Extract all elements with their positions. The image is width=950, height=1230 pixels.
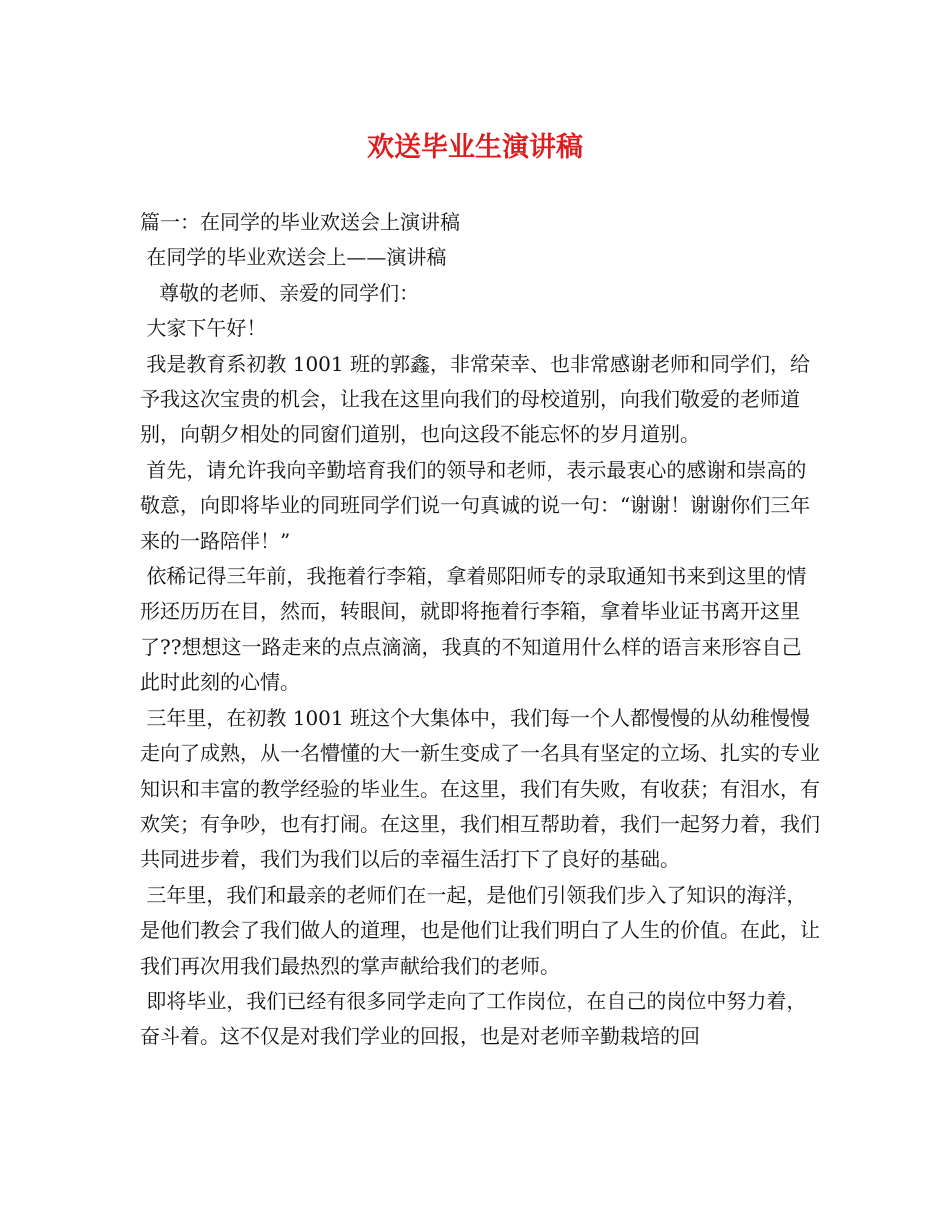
document-body [140,205,820,1055]
paragraph-graduation: 即将毕业，我们已经有很多同学走向了工作岗位，在自己的岗位中努力着，奋斗着。这不仅是对我们学业的回报，也是对老师辛勤栽培的回 [140,988,807,1049]
greeting: 大家下午好！ [140,316,267,341]
paragraph-memories: 依稀记得三年前，我拖着行李箱，拿着郧阳师专的录取通知书来到这里的情形还历历在目，然而，转眼间，就即将拖着行李箱，拿着毕业证书离开这里了??想想这一路走来的点点滴滴，我真的不知道用什么样的语言来形容自己此时此刻的心情。 [140,564,807,695]
paragraph-introduction: 我是教育系初教 1001 班的郭鑫，非常荣幸、也非常感谢老师和同学们，给予我这次宝贵的机会，让我在这里向我们的母校道别，向我们敬爱的老师道别，向朝夕相处的同窗们道别，也向这段不能忘怀的岁月道别。 [140,351,810,447]
paragraph-three-years-class: 三年里，在初教 1001 班这个大集体中，我们每一个人都慢慢的从幼稚慢慢走向了成熟，从一名懵懂的大一新生变成了一名具有坚定的立场、扎实的专业知识和丰富的教学经验的毕业生。在这里，我们有失败，有收获；有泪水，有欢笑；有争吵，也有打闹。在这里，我们相互帮助着，我们一起努力着，我们共同进步着，我们为我们以后的幸福生活打下了良好的基础。 [140,705,820,872]
paragraph-three-years-teachers: 三年里，我们和最亲的老师们在一起，是他们引领我们步入了知识的海洋，是他们教会了我们做人的道理，也是他们让我们明白了人生的价值。在此，让我们再次用我们最热烈的掌声献给我们的老师。 [140,882,820,978]
document-title: 欢送毕业生演讲稿 [367,132,583,163]
paragraph-thanks: 首先，请允许我向辛勤培育我们的领导和老师，表示最衷心的感谢和崇高的敬意，向即将毕业的同班同学们说一句真诚的说一句：“谢谢！谢谢你们三年来的一路陪伴！” [140,457,811,553]
section-heading: 篇一：在同学的毕业欢送会上演讲稿 [140,210,460,234]
speech-subtitle: 在同学的毕业欢送会上——演讲稿 [140,245,447,270]
salutation: 尊敬的老师、亲爱的同学们： [140,280,420,305]
